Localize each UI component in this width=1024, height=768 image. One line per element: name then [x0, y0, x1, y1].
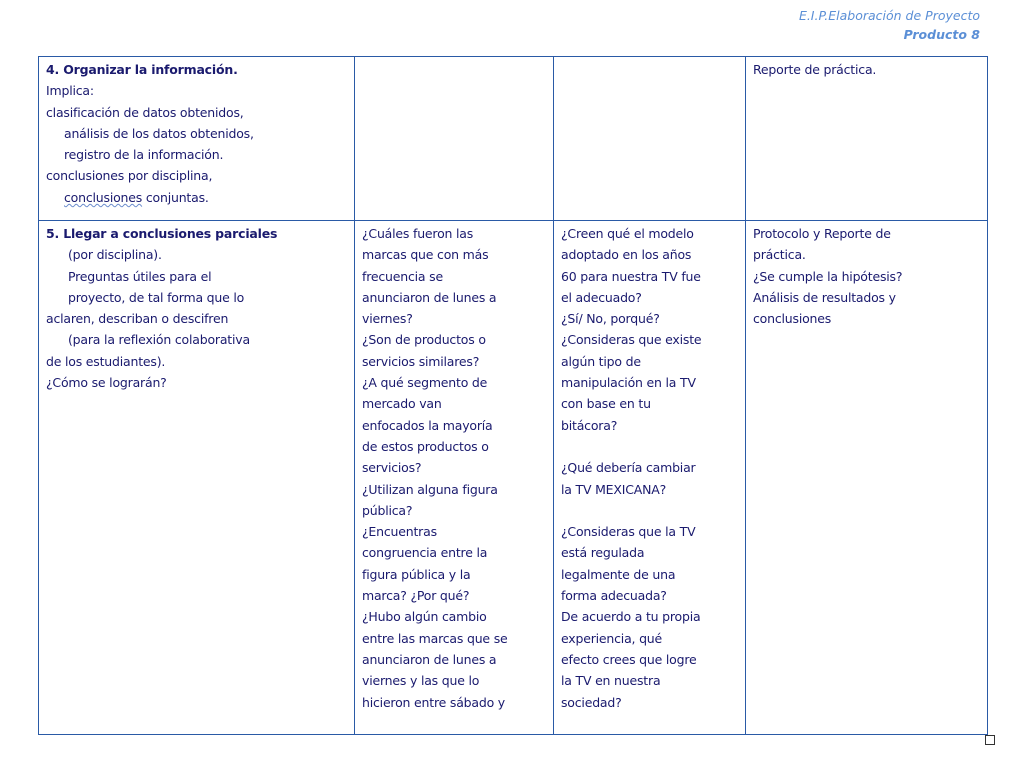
- step5-line: Preguntas útiles para el: [68, 268, 212, 284]
- step5-line: aclaren, describan o descifren: [46, 311, 229, 327]
- blank-line: [561, 500, 739, 521]
- question-line: la TV en nuestra: [561, 673, 661, 689]
- question-line: algún tipo de: [561, 353, 641, 369]
- question-line: el adecuado?: [561, 289, 642, 305]
- step4-line: clasificación de datos obtenidos,: [46, 104, 244, 120]
- step4-title: 4. Organizar la información.: [46, 62, 238, 77]
- question-line: ¿Sí/ No, porqué?: [561, 311, 660, 327]
- step4-line-rest: conjuntas.: [142, 189, 209, 205]
- question-line: sociedad?: [561, 694, 622, 710]
- question-line: está regulada: [561, 545, 645, 561]
- question-line: adoptado en los años: [561, 247, 692, 263]
- question-line: efecto crees que logre: [561, 651, 697, 667]
- row2-questions-cell: [355, 221, 554, 735]
- question-line: ¿Encuentras: [362, 524, 437, 540]
- question-line: ¿Creen qué el modelo: [561, 226, 694, 241]
- step4-line: análisis de los datos obtenidos,: [64, 125, 254, 141]
- step4-line-last: [46, 187, 348, 208]
- question-line: anunciaron de lunes a: [362, 289, 497, 305]
- question-line: manipulación en la TV: [561, 375, 696, 391]
- row1-activity-cell: [39, 57, 355, 221]
- table-resize-handle[interactable]: [985, 735, 995, 745]
- product-line: Análisis de resultados y: [753, 289, 896, 305]
- table-row: [39, 57, 988, 221]
- header-project-title: E.I.P.Elaboración de Proyecto: [798, 8, 980, 23]
- question-line: ¿Consideras que la TV: [561, 524, 696, 540]
- question-line: viernes?: [362, 311, 413, 327]
- question-line: legalmente de una: [561, 566, 676, 582]
- row2-questions-cell-2: [554, 221, 746, 735]
- question-line: ¿Qué debería cambiar: [561, 460, 696, 476]
- row2-product-cell: [746, 221, 988, 735]
- question-line: ¿Hubo algún cambio: [362, 609, 487, 625]
- question-line: hicieron entre sábado y: [362, 694, 506, 710]
- question-line: ¿A qué segmento de: [362, 375, 488, 391]
- product-line: práctica.: [753, 247, 806, 263]
- product-line: ¿Se cumple la hipótesis?: [753, 268, 903, 284]
- question-line: mercado van: [362, 396, 442, 412]
- row1-product-cell: Reporte de práctica.: [746, 57, 988, 221]
- document-header: [799, 6, 980, 44]
- question-line: marca? ¿Por qué?: [362, 588, 470, 604]
- step5-title: 5. Llegar a conclusiones parciales: [46, 226, 278, 241]
- question-line: ¿Consideras que existe: [561, 332, 702, 348]
- question-line: 60 para nuestra TV fue: [561, 268, 701, 284]
- question-line: con base en tu: [561, 396, 651, 412]
- question-line: servicios?: [362, 460, 422, 476]
- product-line: conclusiones: [753, 311, 832, 327]
- project-plan-table: [38, 56, 988, 735]
- question-line: De acuerdo a tu propia: [561, 609, 701, 625]
- step4-line: conclusiones por disciplina,: [46, 168, 213, 184]
- question-line: de estos productos o: [362, 438, 489, 454]
- question-line: la TV MEXICANA?: [561, 481, 667, 497]
- header-product-label: Producto 8: [903, 27, 980, 42]
- question-line: ¿Cuáles fueron las: [362, 226, 474, 241]
- product-line: Protocolo y Reporte de: [753, 226, 891, 241]
- row2-activity-cell: [39, 221, 355, 735]
- blank-line: [561, 436, 739, 457]
- question-line: figura pública y la: [362, 566, 471, 582]
- question-line: pública?: [362, 502, 413, 518]
- question-line: ¿Son de productos o: [362, 332, 486, 348]
- question-line: forma adecuada?: [561, 588, 667, 604]
- step4-line: registro de la información.: [64, 147, 224, 163]
- row1-questions-cell: [355, 57, 554, 221]
- table-row: [39, 221, 988, 735]
- question-line: ¿Utilizan alguna figura: [362, 481, 498, 497]
- question-line: congruencia entre la: [362, 545, 488, 561]
- question-line: frecuencia se: [362, 268, 443, 284]
- question-line: enfocados la mayoría: [362, 417, 493, 433]
- question-line: entre las marcas que se: [362, 630, 508, 646]
- question-line: experiencia, qué: [561, 630, 663, 646]
- spellcheck-underlined-word: conclusiones: [64, 189, 143, 205]
- question-line: anunciaron de lunes a: [362, 651, 497, 667]
- question-line: viernes y las que lo: [362, 673, 480, 689]
- step5-line: (por disciplina).: [68, 247, 162, 263]
- question-line: bitácora?: [561, 417, 618, 433]
- step5-line: ¿Cómo se lograrán?: [46, 375, 167, 391]
- row1-questions-cell-2: [554, 57, 746, 221]
- step4-line: Implica:: [46, 83, 94, 99]
- step5-line: de los estudiantes).: [46, 353, 166, 369]
- question-line: servicios similares?: [362, 353, 480, 369]
- question-line: marcas que con más: [362, 247, 489, 263]
- step5-line: (para la reflexión colaborativa: [68, 332, 250, 348]
- step5-line: proyecto, de tal forma que lo: [68, 289, 245, 305]
